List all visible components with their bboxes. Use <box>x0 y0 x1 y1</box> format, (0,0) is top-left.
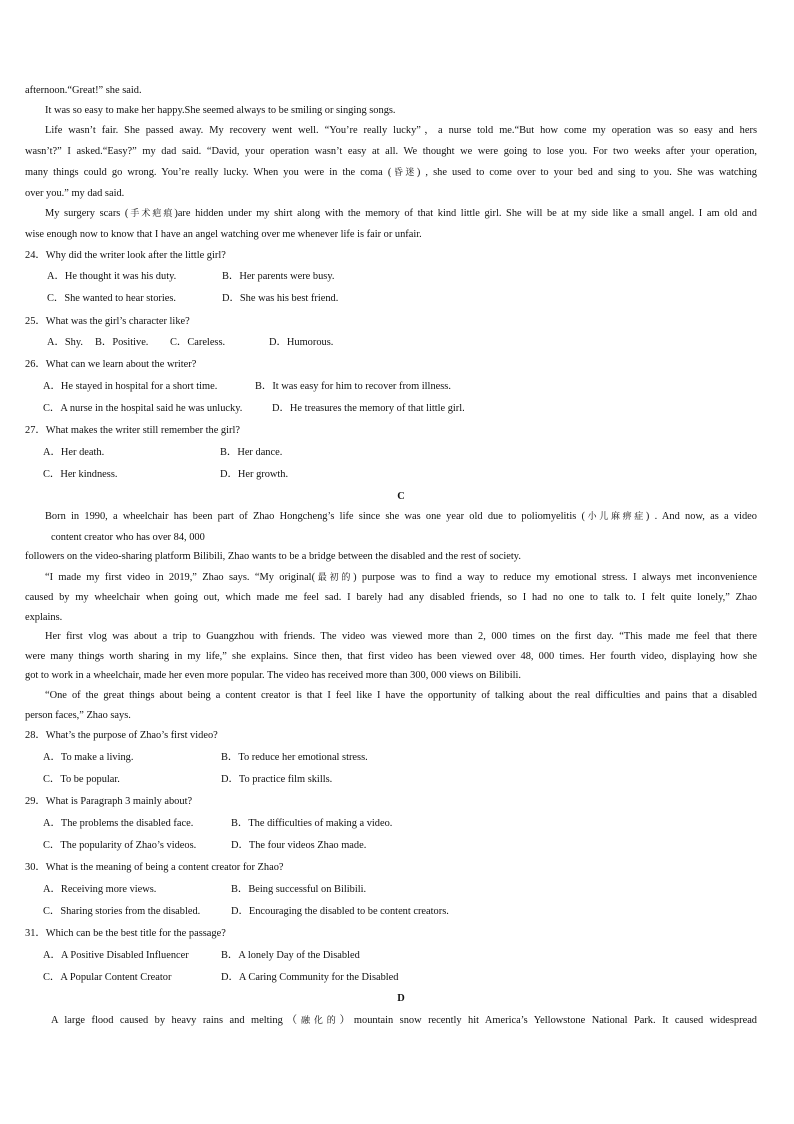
option-b[interactable]: B．A lonely Day of the Disabled <box>221 950 360 961</box>
question-stem: 27．What makes the writer still remember the girl? <box>25 425 240 436</box>
option-c[interactable]: C．A Popular Content Creator <box>43 972 172 983</box>
question-stem: 25．What was the girl’s character like? <box>25 316 190 327</box>
passage-b-line: My surgery scars (手术疤痕)are hidden under my shirt along with the memory of that kind little girl. She will be at my side like a small angel. I am old and <box>45 208 757 219</box>
option-a[interactable]: A．Her death. <box>43 447 105 458</box>
option-c[interactable]: C．To be popular. <box>43 774 120 785</box>
option-b[interactable]: B．Positive. <box>95 337 149 348</box>
question-stem: 29．What is Paragraph 3 mainly about? <box>25 796 193 807</box>
option-c[interactable]: C．Her kindness. <box>43 469 118 480</box>
passage-b-line: wasn’t?” I asked.“Easy?” my dad said. “David, your operation wasn’t easy at all. We thought we were going to lose you. For two weeks after your operation, <box>25 146 757 157</box>
question-stem: 31．Which can be the best title for the passage? <box>25 928 226 939</box>
option-a[interactable]: A．The problems the disabled face. <box>43 818 194 829</box>
option-c[interactable]: C．The popularity of Zhao’s videos. <box>43 840 197 851</box>
option-b[interactable]: B．Her parents were busy. <box>222 271 335 282</box>
chinese-gloss: 昏迷 <box>391 168 417 178</box>
passage-b-line: Life wasn’t fair. She passed away. My recovery went well. “You’re really lucky”，a nurse told me.“But how come my operation was so easy and hers <box>45 125 757 136</box>
passage-b-line: wise enough now to know that I have an angel watching over me whenever life is fair or unfair. <box>25 229 422 240</box>
section-heading: D <box>397 993 405 1004</box>
option-d[interactable]: D．The four videos Zhao made. <box>231 840 367 851</box>
question-stem: 26．What can we learn about the writer? <box>25 359 197 370</box>
option-a[interactable]: A．A Positive Disabled Influencer <box>43 950 189 961</box>
option-a[interactable]: A．He thought it was his duty. <box>47 271 177 282</box>
option-c[interactable]: C．Sharing stories from the disabled. <box>43 906 201 917</box>
question-stem: 28．What’s the purpose of Zhao’s first video? <box>25 730 218 741</box>
question-stem: 24．Why did the writer look after the little girl? <box>25 250 226 261</box>
passage-c-line: caused by my wheelchair when going out, which made me feel sad. I barely had any disabled friends, so I had no one to talk to. I felt quite lonely,” Zhao <box>25 592 757 603</box>
passage-c-line: “I made my first video in 2019,” Zhao says. “My original(最初的) purpose was to find a way to reduce my emotional stress. I always met inconvenience <box>45 572 757 583</box>
chinese-gloss: 手术疤痕 <box>128 209 175 219</box>
option-c[interactable]: C．Careless. <box>170 337 226 348</box>
chinese-gloss: 融化的 <box>300 1016 340 1026</box>
question-stem: 30．What is the meaning of being a content creator for Zhao? <box>25 862 284 873</box>
passage-c-line: “One of the great things about being a content creator is that I feel like I have the opportunity of talking about the real difficulties and pains that a disabled <box>45 690 757 701</box>
option-b[interactable]: B．The difficulties of making a video. <box>231 818 393 829</box>
passage-b-line: over you.” my dad said. <box>25 188 125 199</box>
chinese-gloss: 最初的 <box>315 573 354 583</box>
passage-b-line: It was so easy to make her happy.She seemed always to be smiling or singing songs. <box>45 105 396 116</box>
option-d[interactable]: D．She was his best friend. <box>222 293 339 304</box>
chinese-gloss: 小儿麻痹症 <box>584 512 646 522</box>
option-d[interactable]: D．A Caring Community for the Disabled <box>221 972 399 983</box>
option-d[interactable]: D．Encouraging the disabled to be content creators. <box>231 906 449 917</box>
passage-d-line: A large flood caused by heavy rains and melting（融化的）mountain snow recently hit America’s Yellowstone National Park. It caused widespread <box>51 1015 758 1026</box>
passage-b-line: many things could go wrong. You’re really lucky. When you were in the coma (昏迷) , she used to come over to your bed and sing to you. She was watching <box>25 167 757 178</box>
option-a[interactable]: A．He stayed in hospital for a short time. <box>43 381 218 392</box>
option-d[interactable]: D．He treasures the memory of that little girl. <box>272 403 465 414</box>
option-b[interactable]: B．Her dance. <box>220 447 283 458</box>
passage-c-line: Her first vlog was about a trip to Guangzhou with friends. The video was viewed more than 2, 000 times on the first day. “This made me feel that there <box>45 631 757 642</box>
passage-c-line: Born in 1990, a wheelchair has been part of Zhao Hongcheng’s life since she was one year old due to poliomyelitis (小儿麻痹症) . And now, as a video <box>45 511 757 522</box>
option-b[interactable]: B．It was easy for him to recover from illness. <box>255 381 451 392</box>
option-b[interactable]: B．Being successful on Bilibili. <box>231 884 367 895</box>
option-a[interactable]: A．Shy. <box>47 337 83 348</box>
option-a[interactable]: A．Receiving more views. <box>43 884 157 895</box>
passage-b-line: afternoon.“Great!” she said. <box>25 85 142 96</box>
option-d[interactable]: D．Her growth. <box>220 469 289 480</box>
option-a[interactable]: A．To make a living. <box>43 752 134 763</box>
option-c[interactable]: C．A nurse in the hospital said he was unlucky. <box>43 403 243 414</box>
passage-c-line: content creator who has over 84, 000 <box>51 532 205 543</box>
option-d[interactable]: D．Humorous. <box>269 337 334 348</box>
passage-c-line: followers on the video-sharing platform Bilibili, Zhao wants to be a bridge between the disabled and the rest of society. <box>25 551 521 562</box>
section-heading: C <box>397 491 405 502</box>
option-d[interactable]: D．To practice film skills. <box>221 774 333 785</box>
option-b[interactable]: B．To reduce her emotional stress. <box>221 752 368 763</box>
passage-c-line: got to work in a wheelchair, made her even more popular. The video has received more than 300, 000 views on Bilibili. <box>25 670 521 681</box>
passage-c-line: person faces,” Zhao says. <box>25 710 131 721</box>
passage-c-line: were many things worth sharing in my life,” she explains. Since then, that first video has been viewed over 48, 000 times. Her fourth video, displaying how she <box>25 651 757 662</box>
passage-c-line: explains. <box>25 612 63 623</box>
option-c[interactable]: C．She wanted to hear stories. <box>47 293 176 304</box>
